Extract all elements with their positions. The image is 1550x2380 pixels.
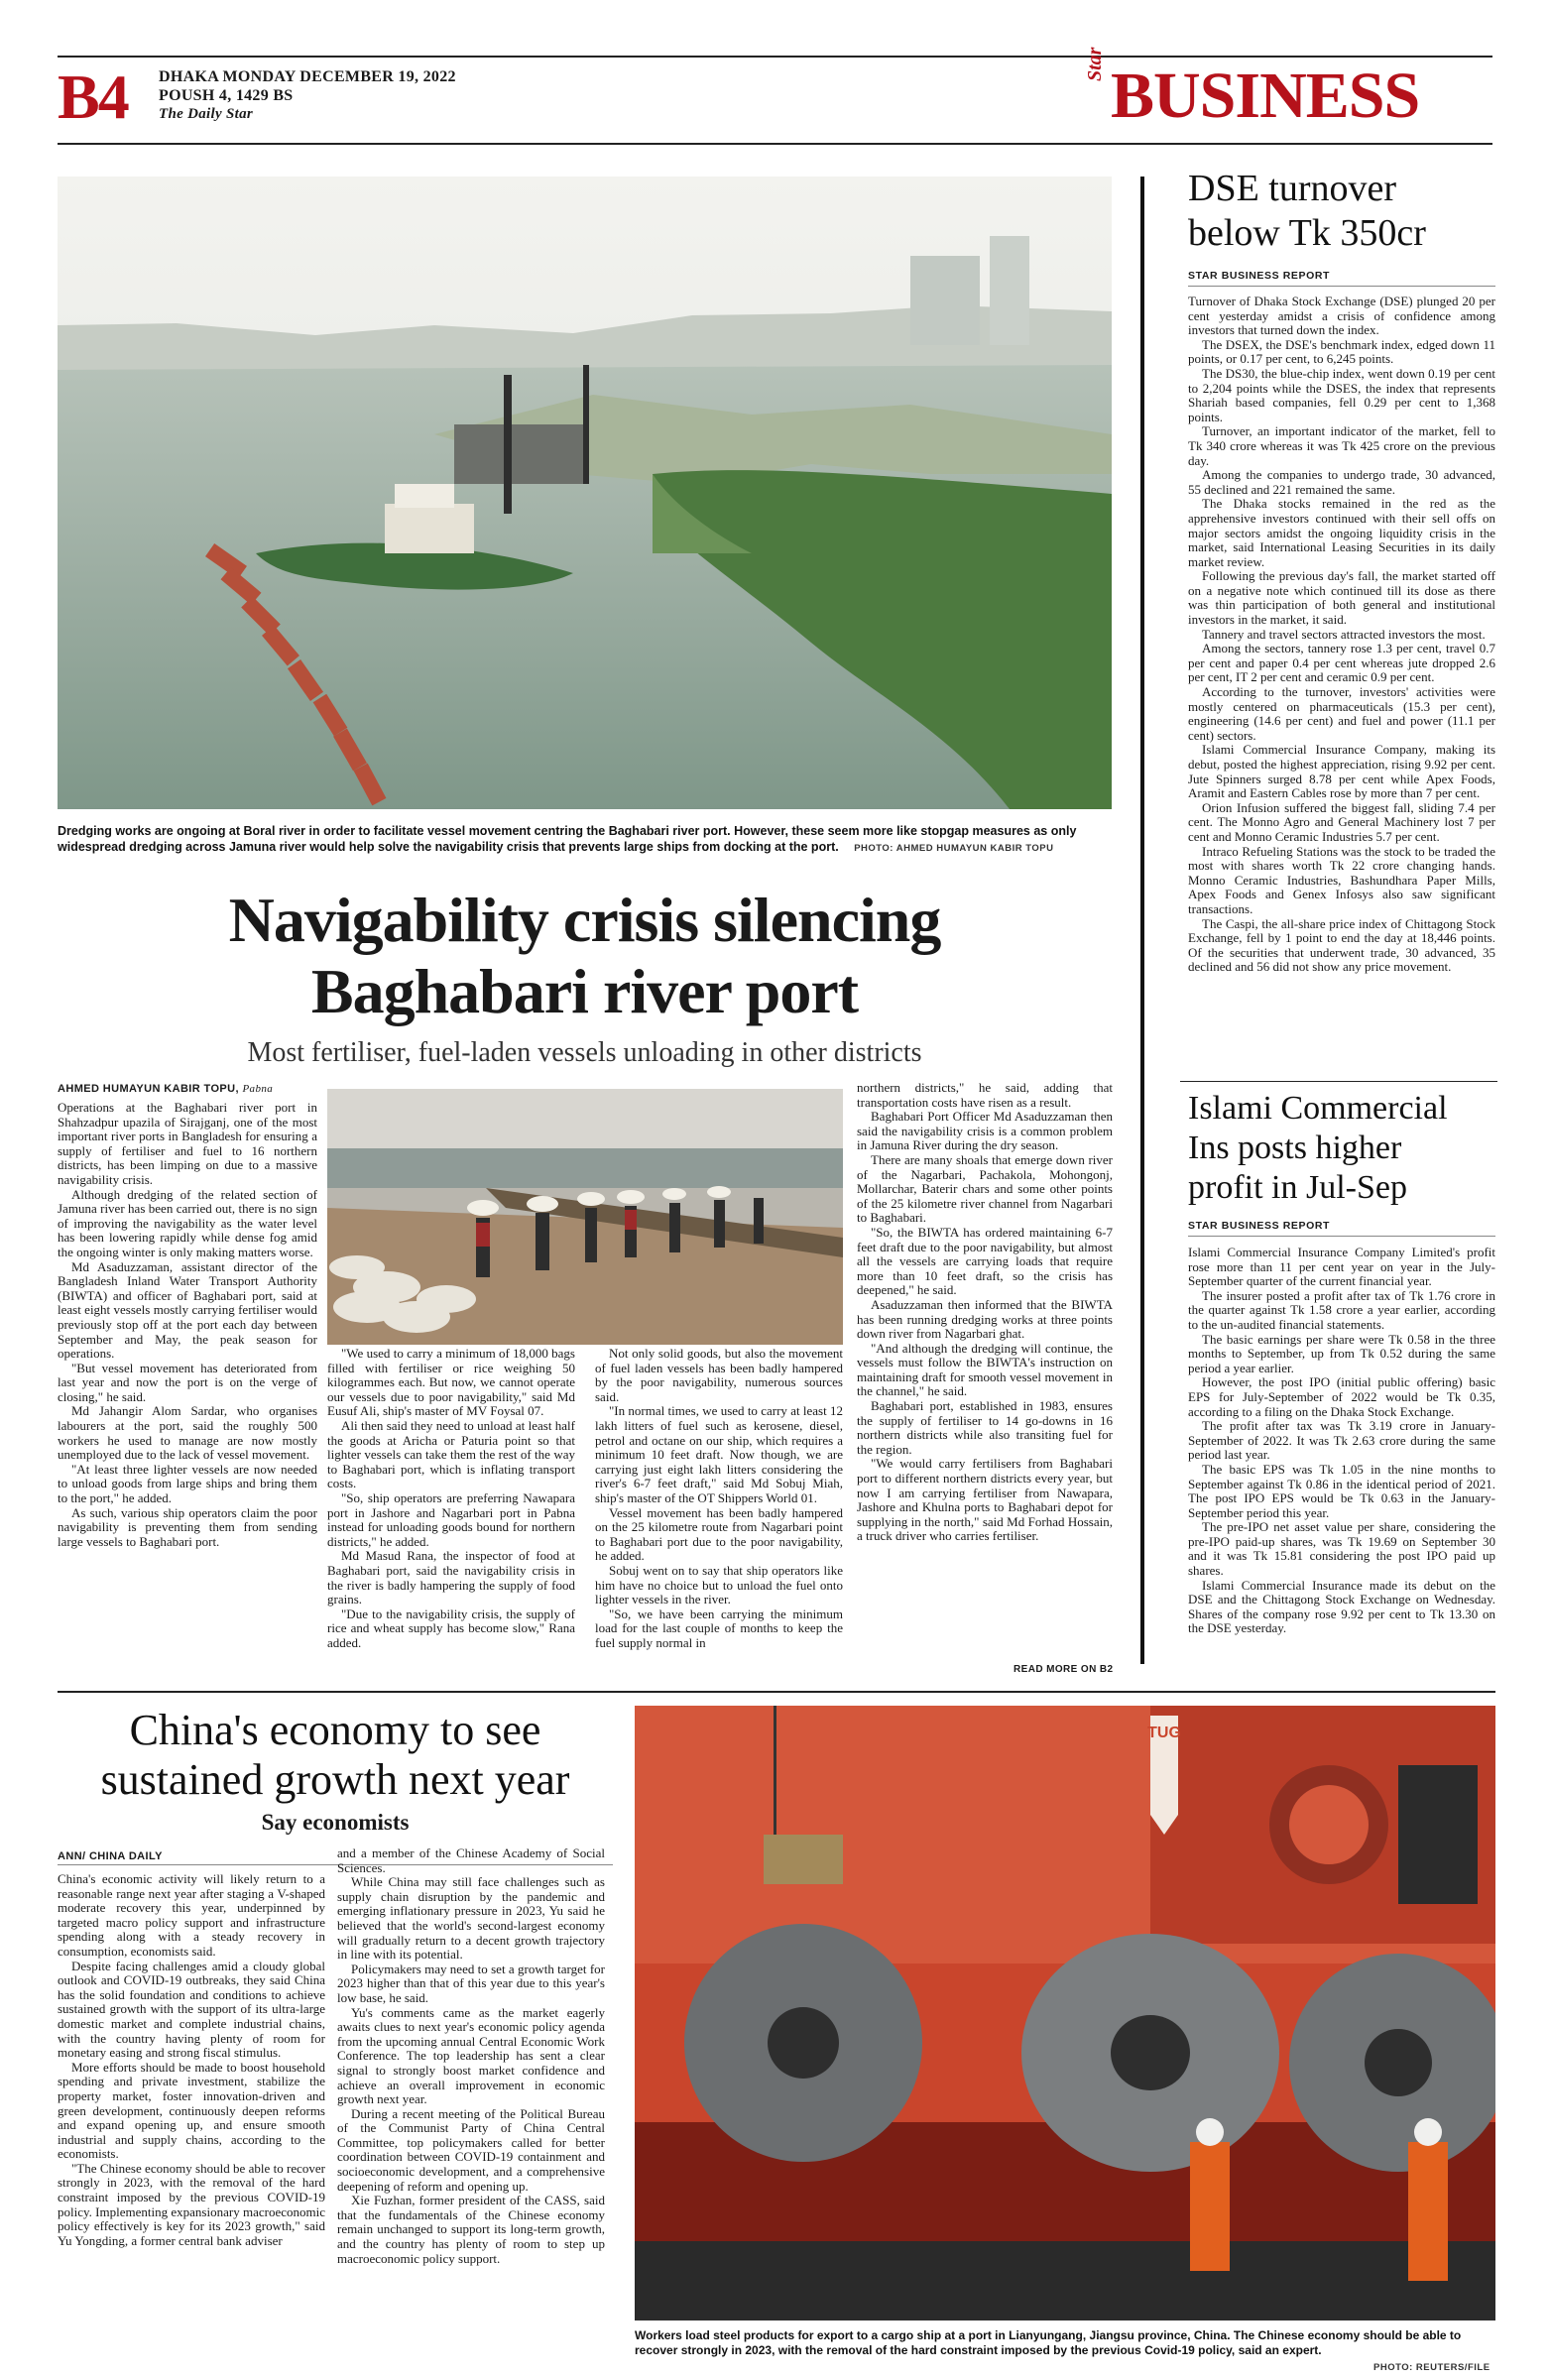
dse-headline-line-2: below Tk 350cr — [1188, 212, 1426, 254]
paragraph: Not only solid goods, but also the movement of fuel laden vessels has been badly hampered by the poor navigability, numerous sources said. — [595, 1346, 843, 1404]
paragraph: The basic EPS was Tk 1.05 in the nine months to September against Tk 0.86 in the identical period of 2021. The post IPO EPS would be Tk 0.63 in the January-September period this year. — [1188, 1461, 1495, 1520]
china-subhead: Say economists — [261, 1810, 410, 1835]
paragraph: "We used to carry a minimum of 18,000 bags filled with fertiliser or rice weighing 50 kilogrammes each. But now, we cannot operate our vessels due to poor navigability," said Md Eusuf Ali, ship's master of MV Foysal 07. — [327, 1346, 575, 1419]
paragraph: "At least three lighter vessels are now needed to unload goods from large ships and bring them to the port," he added. — [58, 1461, 317, 1506]
sidebar-divider — [1140, 177, 1144, 1664]
paragraph: Islami Commercial Insurance Company Limited's profit rose more than 11 per cent year on year in the July-September quarter of the current financial year. — [1188, 1245, 1495, 1289]
islami-headline-line-1: Islami Commercial — [1188, 1090, 1448, 1127]
paragraph: Turnover, an important indicator of the market, fell to Tk 340 crore whereas it was Tk 425 crore on the previous day. — [1188, 423, 1495, 468]
islami-tag-rule — [1188, 1236, 1495, 1237]
china-story-column-1 — [58, 1872, 325, 2248]
date-line: DHAKA MONDAY DECEMBER 19, 2022 — [159, 68, 456, 85]
paragraph: Yu's comments came as the market eagerly awaits clues to next year's economic policy agenda from the upcoming annual Central Economic Work Conference. The top leadership has sent a clear signal to strongly boost market confidence and achieve an overall improvement in economic growth next year. — [337, 2004, 605, 2107]
paragraph: Xie Fuzhan, former president of the CASS, said that the fundamentals of the Chinese economy remain unchanged to support its long-term growth, and the country has plenty of room to step up macroeconomic policy support. — [337, 2193, 605, 2266]
dse-headline — [1188, 167, 1505, 256]
dse-headline-line-1: DSE turnover — [1188, 168, 1397, 209]
paragraph: Ali then said they need to unload at least half the goods at Aricha or Paturia point so that lighter vessels can take them the rest of the way to Baghabari port, which is inflating transport costs. — [327, 1417, 575, 1491]
paragraph: Among the companies to undergo trade, 30 advanced, 55 declined and 221 remained the same. — [1188, 467, 1495, 497]
islami-report-tag: STAR BUSINESS REPORT — [1188, 1220, 1331, 1232]
paragraph: Md Masud Rana, the inspector of food at Baghabari port, said the navigability crisis in the river is badly hampering the supply of food grains. — [327, 1548, 575, 1607]
section-title: BUSINESS — [1111, 60, 1420, 132]
paragraph: As such, various ship operators claim the poor navigability is preventing them from sending large vessels to Baghabari port. — [58, 1504, 317, 1549]
labourers-photo — [327, 1089, 843, 1345]
paragraph: Islami Commercial Insurance made its debut on the DSE and the Chittagong Stock Exchange on Wednesday. Shares of the company rose 9.92 per cent to Tk 13.30 on the DSE yesterday. — [1188, 1577, 1495, 1636]
steel-coils-photo — [635, 1706, 1495, 2320]
paragraph: China's economic activity will likely return to a reasonable range next year after staging a V-shaped moderate recovery this year, underpinned by targeted macro policy support and infrastructure spending along with a steady recovery in consumption, economists said. — [58, 1871, 325, 1959]
china-story-column-2 — [337, 1846, 605, 2266]
paragraph: During a recent meeting of the Political Bureau of the Communist Party of China Central Committee, top policymakers called for better coordination between COVID-19 containment and socioeconomic development, and a comprehensive deepening of reform and opening up. — [337, 2105, 605, 2194]
dse-story-body — [1188, 295, 1495, 975]
paragraph: "We would carry fertilisers from Baghabari port to different northern districts every year, but now I am carrying fertiliser from Nawapara, Jashore and Khulna ports to Baghabari depot for supplying in the north," said Md Forhad Hossain, a truck driver who carries fertiliser. — [857, 1456, 1113, 1544]
islami-headline — [1188, 1089, 1505, 1208]
paragraph: Following the previous day's fall, the market started off on a negative note which continued till its dose as there was thin participation of both general and institutional investors in the market, it said. — [1188, 568, 1495, 628]
read-more-link[interactable]: READ MORE ON B2 — [1013, 1664, 1114, 1675]
china-headline-line-2: sustained growth next year — [100, 1755, 570, 1804]
islami-top-rule — [1180, 1081, 1497, 1082]
main-headline-line-1: Navigability crisis silencing — [228, 885, 941, 955]
main-headline-line-2: Baghabari river port — [310, 956, 859, 1026]
paragraph: Turnover of Dhaka Stock Exchange (DSE) plunged 20 per cent yesterday amidst a crisis of confidence among investors that turned down the index. — [1188, 294, 1495, 338]
steel-coils-photo-credit: PHOTO: REUTERS/FILE — [1373, 2362, 1490, 2373]
tug-marking: TUG — [1147, 1725, 1181, 1741]
paragraph: According to the turnover, investors' activities were mostly centered on pharmaceuticals (15.3 per cent), engineering (14.6 per cent) and fuel and power (11.1 per cent) sectors. — [1188, 684, 1495, 743]
main-byline-name: AHMED HUMAYUN KABIR TOPU, — [58, 1083, 239, 1095]
paragraph: "In normal times, we used to carry at least 12 lakh litters of fuel such as kerosene, diesel, petrol and octane on our ship, which requires a minimum 10 feet draft. Now though, we are carrying just eight lakh litters considering the river's 6-7 feet draft," said Md Sobuj Miah, ship's master of the OT Shippers World 01. — [595, 1403, 843, 1505]
paper-name: The Daily Star — [159, 106, 254, 122]
main-story-column-1 — [58, 1101, 317, 1549]
paragraph: More efforts should be made to boost household spending and private investment, stabilize the property market, foster innovation-driven and green development, continuously deepen reforms and expand opening up, and ensure smooth industrial and supply chains, according to the economists. — [58, 2059, 325, 2162]
main-subhead: Most fertiliser, fuel-laden vessels unloading in other districts — [247, 1037, 922, 1068]
paragraph: "And although the dredging will continue, the vessels must follow the BIWTA's instruction on maintaining draft for smooth vessel movement in the channel," he said. — [857, 1340, 1113, 1399]
paragraph: "But vessel movement has deteriorated from last year and now the port is on the verge of closing," he said. — [58, 1360, 317, 1404]
paragraph: Orion Infusion suffered the biggest fall, sliding 7.4 per cent. The Monno Agro and General Machinery lost 7 per cent and Monno Ceramic Industries 5.7 per cent. — [1188, 799, 1495, 844]
main-byline — [58, 1083, 273, 1095]
bangla-date: POUSH 4, 1429 BS — [159, 87, 294, 104]
dredging-caption-text: Dredging works are ongoing at Boral river in order to facilitate vessel movement centring the Baghabari river port. However, these seem more like stopgap measures as only widespread dredging across Jamuna river would help solve the navigability crisis that prevents large ships from docking at the port. — [58, 824, 1077, 854]
main-byline-location: Pabna — [242, 1083, 274, 1095]
islami-headline-line-3: profit in Jul-Sep — [1188, 1169, 1407, 1206]
paragraph: Although dredging of the related section of Jamuna river has been carried out, there is no sign of improving the navigability as the water level has been lowering rapidly while dense fog amid the ongoing winter is only making matters worse. — [58, 1186, 317, 1259]
paragraph: The profit after tax was Tk 3.19 crore in January-September of 2022. It was Tk 2.63 crore during the same period last year. — [1188, 1418, 1495, 1463]
paragraph: The pre-IPO net asset value per share, considering the pre-IPO paid-up shares, was Tk 19.69 on September 30 and it was Tk 15.81 considering the post IPO paid up shares. — [1188, 1519, 1495, 1579]
paragraph: Baghabari Port Officer Md Asaduzzaman then said the navigability crisis is a common problem in Jamuna River during the dry season. — [857, 1109, 1113, 1153]
paragraph: The DSEX, the DSE's benchmark index, edged down 11 points, or 0.17 per cent, to 6,245 points. — [1188, 336, 1495, 367]
dredging-photo-credit: PHOTO: AHMED HUMAYUN KABIR TOPU — [854, 843, 1054, 854]
paragraph: "So, ship operators are preferring Nawapara port in Jashore and Nagarbari port in Pabna instead for unloading goods bound for northern districts," he added. — [327, 1489, 575, 1549]
paragraph: However, the post IPO (initial public offering) basic EPS for July-September of 2022 would be Tk 0.35, according to a filing on the Dhaka Stock Exchange. — [1188, 1374, 1495, 1419]
paragraph: The Caspi, the all-share price index of Chittagong Stock Exchange, fell by 1 point to end the day at 18,446 points. Of the securities that underwent trade, 30 advanced, 35 declined and 56 did not show any price movement. — [1188, 915, 1495, 975]
paragraph: Among the sectors, tannery rose 1.3 per cent, travel 0.7 per cent and paper 0.4 per cent whereas jute dropped 2.6 per cent, IT 2 per cent and ceramic 0.9 per cent. — [1188, 641, 1495, 685]
islami-story-body — [1188, 1246, 1495, 1636]
main-story-column-3 — [595, 1347, 843, 1650]
paragraph: Md Jahangir Alom Sardar, who organises labourers at the port, said the roughly 500 workers he used to manage are now mostly unemployed due to the lack of vessel movement. — [58, 1403, 317, 1463]
paragraph: Baghabari port, established in 1983, ensures the supply of fertiliser to 14 go-downs in 16 northern districts while also transiting fuel for the region. — [857, 1398, 1113, 1457]
dse-tag-rule — [1188, 286, 1495, 287]
paragraph: Policymakers may need to set a growth target for 2023 higher than that of this year due to this year's low base, he said. — [337, 1961, 605, 2005]
china-byline: ANN/ CHINA DAILY — [58, 1850, 163, 1862]
paragraph: Vessel movement has been badly hampered on the 25 kilometre route from Nagarbari point to Baghabari port due to the poor navigability, he added. — [595, 1504, 843, 1564]
paragraph: "So, the BIWTA has ordered maintaining 6-7 feet draft due to the poor navigability, but almost all the vessels are carrying loads that require more than 10 feet draft, so the crisis has deepened," he said. — [857, 1224, 1113, 1298]
paragraph: The insurer posted a profit after tax of Tk 1.76 crore in the quarter against Tk 1.58 crore a year earlier, according to the un-audited financial statements. — [1188, 1287, 1495, 1332]
paragraph: Tannery and travel sectors attracted investors the most. — [1202, 626, 1486, 642]
page-number: B4 — [58, 61, 128, 132]
paragraph: and a member of the Chinese Academy of Social Sciences. — [337, 1845, 605, 1875]
dredging-photo-caption — [58, 823, 1112, 857]
paragraph: While China may still face challenges such as supply chain disruption by the pandemic and emerging inflationary pressure in 2023, Yu said he believed that the world's second-largest economy will gradually return to a decent growth trajectory in line with its potential. — [337, 1874, 605, 1963]
paragraph: Islami Commercial Insurance Company, making its debut, posted the highest appreciation, rising 9.92 per cent. Jute Spinners surged 8.78 per cent while Apex Foods, Aramit and Eastern Cables rose by more than 7 per cent. — [1188, 742, 1495, 801]
islami-headline-line-2: Ins posts higher — [1188, 1130, 1402, 1166]
dse-report-tag: STAR BUSINESS REPORT — [1188, 270, 1331, 282]
dateline — [159, 67, 456, 124]
steel-coils-caption-text: Workers load steel products for export to a cargo ship at a port in Lianyungang, Jiangsu province, China. The Chinese economy should be able to recover strongly in 2023, with the removal of the hard constraint imposed by the previous Covid-19 policy, said an expert. — [635, 2328, 1462, 2357]
paragraph: "So, we have been carrying the minimum load for the last couple of months to keep the fuel supply normal in — [595, 1606, 843, 1650]
paragraph: Operations at the Baghabari river port in Shahzadpur upazila of Sirajganj, one of the most important river ports in Bangladesh for ensuring a supply of fertiliser and fuel to 16 northern districts, has been limping on due to a massive navigability crisis. — [58, 1100, 317, 1187]
paragraph: "The Chinese economy should be able to recover strongly in 2023, with the removal of the hard constraint imposed by the previous COVID-19 policy. Implementing expansionary macroeconomic policy effectively is key for its 2023 growth," said Yu Yongding, a former central bank adviser — [58, 2160, 325, 2248]
paragraph: northern districts," he said, adding that transportation costs have risen as a result. — [857, 1080, 1113, 1110]
paragraph: Md Asaduzzaman, assistant director of the Bangladesh Inland Water Transport Authority (BIWTA) and officer of Baghabari port, said at least eight vessels mostly carrying fertiliser would previously stop off at the port each day between September and May, the peak season for operations. — [58, 1258, 317, 1362]
paragraph: The Dhaka stocks remained in the red as the apprehensive investors continued with their sell offs on major sectors amidst the ongoing liquidity crisis in the market, said International Leasing Securities in its daily market review. — [1188, 496, 1495, 569]
section-logo: Star — [1084, 47, 1106, 81]
paragraph: "Due to the navigability crisis, the supply of rice and wheat supply has become slow," Rana added. — [327, 1606, 575, 1650]
paragraph: Despite facing challenges amid a cloudy global outlook and COVID-19 outbreaks, they said China has the solid foundation and conditions to achieve sustained growth with the support of its ultra-large domestic market and complete industrial chains, with the country having plenty of room for monetary easing and strong fiscal stimulus. — [58, 1958, 325, 2061]
china-headline — [58, 1706, 613, 1805]
dredging-photo — [58, 177, 1112, 809]
paragraph: Asaduzzaman then informed that the BIWTA has been running dredging works at three points down river from Nagarbari ghat. — [857, 1296, 1113, 1342]
china-headline-line-1: China's economy to see — [129, 1706, 541, 1754]
main-headline — [58, 885, 1112, 1027]
main-story-column-4 — [857, 1081, 1113, 1544]
paragraph: Sobuj went on to say that ship operators like him have no choice but to unload the fuel onto lighter vessels in the river. — [595, 1562, 843, 1607]
china-section-rule — [58, 1691, 1495, 1693]
paragraph: The DS30, the blue-chip index, went down 0.19 per cent to 2,204 points while the DSES, the index that represents Shariah based companies, fell 0.29 per cent to 1,368 points. — [1188, 365, 1495, 424]
steel-coils-caption — [635, 2328, 1495, 2358]
main-story-column-2 — [327, 1347, 575, 1650]
paragraph: There are many shoals that emerge down river of the Nagarbari, Pachakola, Mohongonj, Mollarchar, Baterir chars and some other points of the 25 kilometre river channel from Nagarbari to Baghabari. — [857, 1151, 1113, 1226]
paragraph: The basic earnings per share were Tk 0.58 in the three months to September, up from Tk 0.52 during the same period a year earlier. — [1188, 1331, 1495, 1375]
paragraph: Intraco Refueling Stations was the stock to be traded the most with shares worth Tk 22 crore changing hands. Monno Ceramic Industries, Bashundhara Paper Mills, Apex Foods and Genex Infosys also saw significant transactions. — [1188, 843, 1495, 916]
masthead-bottom-rule — [58, 143, 1492, 145]
masthead-top-rule — [58, 56, 1492, 58]
